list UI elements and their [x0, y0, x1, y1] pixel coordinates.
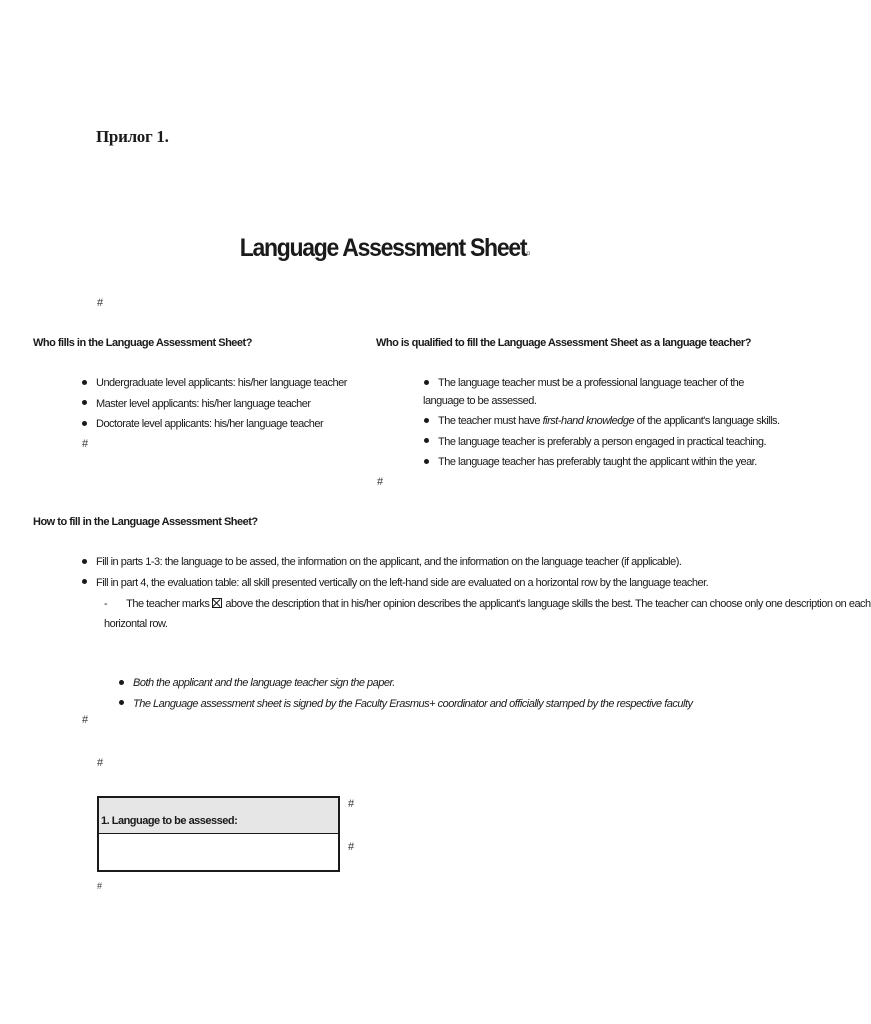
- paragraph-mark: #: [97, 297, 104, 309]
- bullet-icon: [424, 459, 429, 464]
- paragraph-mark: #: [82, 438, 89, 450]
- bullet-icon: [82, 400, 87, 405]
- language-label: 1. Language to be assessed:: [99, 798, 338, 834]
- bullet-icon: [424, 438, 429, 443]
- paragraph-mark: #: [82, 714, 89, 726]
- how-to-heading: How to fill in the Language Assessment Sheet?: [33, 516, 258, 528]
- list-item: The teacher must have first-hand knowledge of the applicant's language skills.: [424, 411, 780, 432]
- who-fills-list: [82, 373, 347, 435]
- how-to-list: [82, 552, 708, 593]
- paragraph-mark: #: [97, 881, 103, 891]
- list-item: The language teacher has preferably taught the applicant within the year.: [424, 452, 780, 473]
- annex-label: Прилог 1.: [96, 127, 169, 146]
- bullet-icon: [82, 579, 87, 584]
- language-field[interactable]: [99, 834, 338, 868]
- bullet-icon: [82, 380, 87, 385]
- language-to-assess-table: [97, 796, 340, 872]
- bullet-icon: [424, 418, 429, 423]
- bullet-icon: [82, 559, 87, 564]
- paragraph-mark: #: [348, 798, 355, 810]
- paragraph-mark: #: [97, 757, 104, 769]
- bullet-icon: [424, 380, 429, 385]
- list-item: Undergraduate level applicants: his/her language teacher: [82, 373, 347, 394]
- list-item: Fill in parts 1-3: the language to be assed, the information on the applicant, and the information on the language teacher (if applicable).: [82, 552, 708, 573]
- list-item: Doctorate level applicants: his/her language teacher: [82, 414, 347, 435]
- checkbox-x-icon: [212, 598, 222, 608]
- title-text: Language Assessment Sheet: [239, 234, 527, 262]
- paragraph-mark: #: [377, 476, 384, 488]
- bullet-icon: [82, 421, 87, 426]
- list-item: Master level applicants: his/her language teacher: [82, 394, 347, 415]
- list-item: The language teacher must be a professional language teacher of the: [424, 373, 780, 394]
- who-qualified-list: [424, 373, 780, 473]
- final-notes-list: [119, 673, 693, 714]
- how-to-subitem: - The teacher marks above the description that in his/her opinion describes the applicant's language skills the best. The teacher can choose only one description on each: [104, 598, 871, 610]
- list-item: Fill in part 4, the evaluation table: all skill presented vertically on the left-hand side are evaluated on a horizontal row by the language teacher.: [82, 573, 708, 594]
- list-item: The Language assessment sheet is signed by the Faculty Erasmus+ coordinator and officially stamped by the respective faculty: [119, 694, 693, 715]
- list-item-continuation: language to be assessed.: [423, 394, 537, 407]
- bullet-icon: [119, 680, 124, 685]
- paragraph-mark: #: [348, 841, 355, 853]
- who-qualified-heading: Who is qualified to fill the Language Assessment Sheet as a language teacher?: [376, 337, 751, 349]
- list-item: The language teacher is preferably a person engaged in practical teaching.: [424, 432, 780, 453]
- bullet-icon: [119, 700, 124, 705]
- dash-marker: -: [104, 598, 108, 610]
- how-to-subitem-continuation: horizontal row.: [104, 618, 168, 630]
- who-fills-heading: Who fills in the Language Assessment Sheet?: [33, 337, 252, 349]
- title-mark: ¤: [526, 249, 531, 258]
- page-title: [31, 234, 739, 263]
- list-item: Both the applicant and the language teacher sign the paper.: [119, 673, 693, 694]
